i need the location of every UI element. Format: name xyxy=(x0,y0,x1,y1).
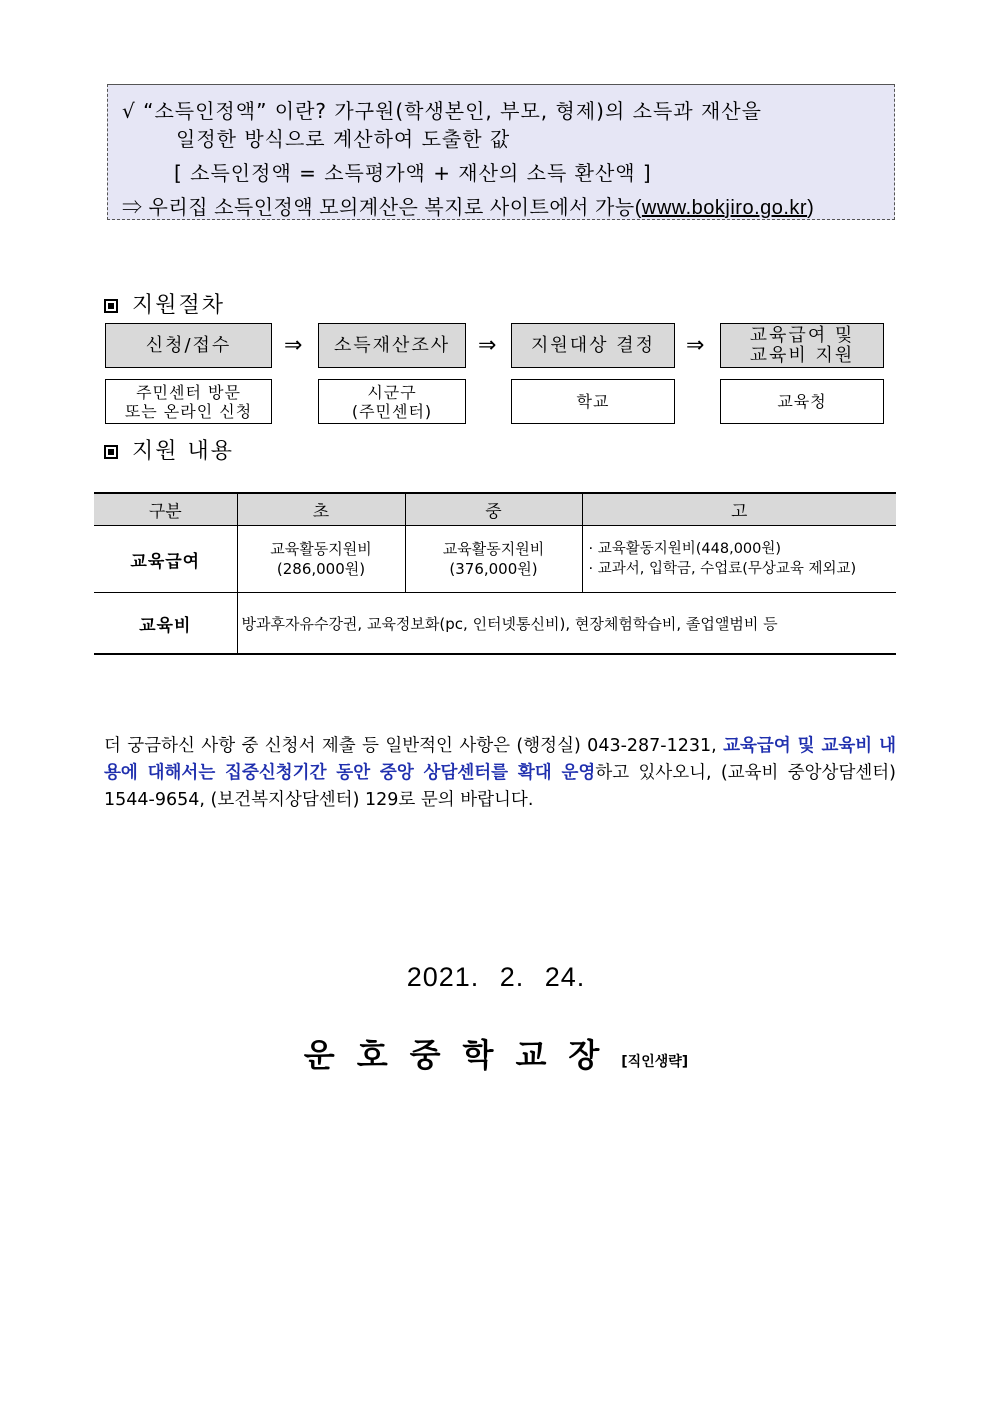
info-box xyxy=(107,84,895,220)
flow-sub-apply xyxy=(105,379,272,424)
cell-elementary xyxy=(237,526,405,593)
cell-high-line-1: · 교육활동지원비(448,000원) xyxy=(588,541,782,557)
principal-signature: 운호중학교장 xyxy=(303,1036,622,1074)
row-label-edu-benefit: 교육급여 xyxy=(94,526,237,593)
cell-edu-cost-content: 방과후자유수강권, 교육정보화(pc, 인터넷통신비), 현장체험학습비, 졸업앨범비 등 xyxy=(237,593,896,655)
signature-block xyxy=(0,1030,992,1076)
flow-step-support xyxy=(720,323,884,368)
cell-middle xyxy=(405,526,582,593)
cell-elementary-line-1: 교육활동지원비 xyxy=(270,540,372,558)
inquiry-text-2: 하고 있사오니, (교육비 중앙상담센터) 1544-9654, (보건복지상담센터) 129로 문의 바랍니다. xyxy=(104,763,896,810)
table-header: 고 xyxy=(582,493,896,526)
info-box-line-1: √ “소득인정액” 이란? 가구원(학생본인, 부모, 형제)의 소득과 재산을 xyxy=(122,99,762,123)
cell-high xyxy=(582,526,896,593)
table-header: 초 xyxy=(237,493,405,526)
document-date: 2021. 2. 24. xyxy=(406,962,586,992)
bokjiro-link[interactable]: www.bokjiro.go.kr xyxy=(641,197,808,219)
flow-step-income-survey: 소득재산조사 xyxy=(318,323,466,368)
section-header-procedure xyxy=(104,288,225,319)
flow-sub-support: 교육청 xyxy=(720,379,884,424)
table-header: 중 xyxy=(405,493,582,526)
square-bullet-icon xyxy=(104,299,118,313)
row-label-edu-cost: 교육비 xyxy=(94,593,237,655)
flow-step-decision: 지원대상 결정 xyxy=(511,323,675,368)
section-title-content: 지원 내용 xyxy=(132,439,235,464)
inquiry-text-highlight: 교육급여 및 교육비 내용에 대해서는 집중신청기간 동안 중앙 상담센터를 확대 운영 xyxy=(104,736,896,783)
income-formula: [ 소득인정액 = 소득평가액 + 재산의 소득 환산액 ] xyxy=(174,161,652,185)
simulation-note: ⇒ 우리집 소득인정액 모의계산은 복지로 사이트에서 가능( xyxy=(122,197,642,219)
table-header-row xyxy=(94,493,896,526)
table-row xyxy=(94,593,896,655)
flow-sub-survey-line-1: 시군구 xyxy=(367,382,417,402)
cell-elementary-line-2: (286,000원) xyxy=(276,560,366,578)
flow-step-apply: 신청/접수 xyxy=(105,323,272,368)
square-bullet-icon xyxy=(104,445,118,459)
section-title-procedure: 지원절차 xyxy=(132,293,226,318)
inquiry-paragraph xyxy=(104,733,896,814)
flow-sub-survey xyxy=(318,379,466,424)
flow-sub-survey-line-2: (주민센터) xyxy=(351,401,433,421)
support-table xyxy=(94,492,896,655)
info-box-line-4 xyxy=(122,191,814,220)
seal-omitted-note: [직인생략] xyxy=(621,1054,689,1070)
flow-arrow-icon: ⇒ xyxy=(686,333,705,358)
info-box-line-4-end: ) xyxy=(807,197,815,219)
cell-middle-line-2: (376,000원) xyxy=(449,560,538,578)
info-box-line-2: 일정한 방식으로 계산하여 도출한 값 xyxy=(176,127,511,151)
flow-sub-decision: 학교 xyxy=(511,379,675,424)
table-row xyxy=(94,526,896,593)
flow-step-support-line-2: 교육비 지원 xyxy=(749,344,855,366)
flow-arrow-icon: ⇒ xyxy=(478,333,497,358)
flow-sub-apply-line-2: 또는 온라인 신청 xyxy=(124,401,253,421)
flow-step-support-line-1: 교육급여 및 xyxy=(749,324,855,346)
flow-arrow-icon: ⇒ xyxy=(284,333,303,358)
cell-middle-line-1: 교육활동지원비 xyxy=(442,540,545,558)
cell-high-line-2: · 교과서, 입학금, 수업료(무상교육 제외교) xyxy=(588,561,857,577)
flow-sub-apply-line-1: 주민센터 방문 xyxy=(136,382,241,402)
inquiry-text-1: 더 궁금하신 사항 중 신청서 제출 등 일반적인 사항은 (행정실) 043-287-1231, xyxy=(104,736,724,756)
section-header-content xyxy=(104,434,234,465)
table-header: 구분 xyxy=(94,493,237,526)
